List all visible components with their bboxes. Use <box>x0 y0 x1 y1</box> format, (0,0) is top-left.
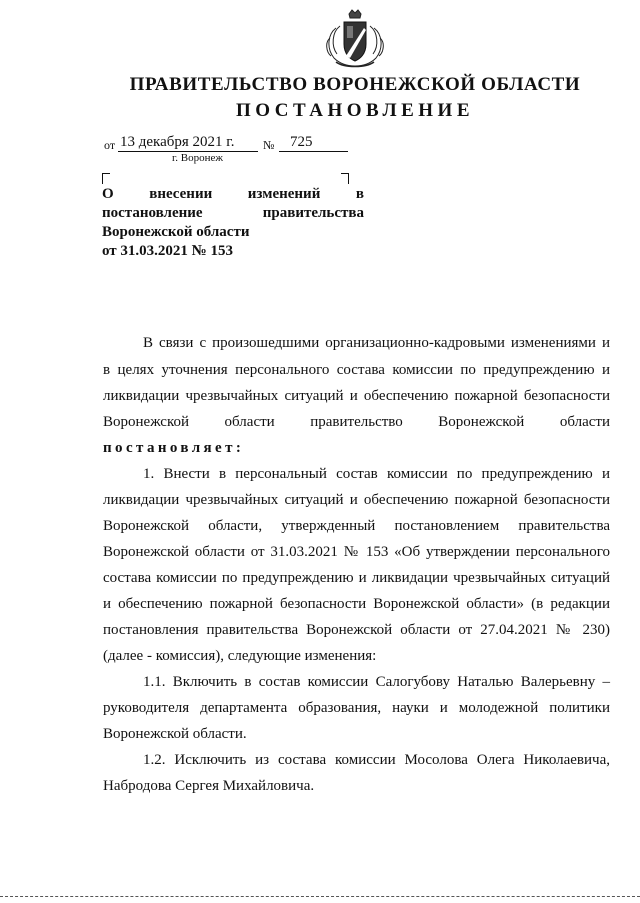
body-line: постановления правительства Воронежской области от 27.04.2021 № 230) <box>103 622 610 638</box>
body-line: состава комиссии по предупреждению и ликвидации чрезвычайных ситуаций <box>103 570 610 586</box>
body-line: (далее - комиссия), следующие изменения: <box>103 648 377 664</box>
subject-corner-mark-right <box>341 173 349 184</box>
from-label: от <box>104 138 116 152</box>
body-line: в целях уточнения персонального состава комиссии по предупреждению и <box>103 362 610 378</box>
body-line: Воронежской области, утвержденный постановлением правительства <box>103 518 610 534</box>
body-line: 1.1. Включить в состав комиссии Салогубову Наталью Валерьевну – <box>143 674 610 690</box>
body-line: ликвидации чрезвычайных ситуаций и обеспечению пожарной безопасности <box>103 388 610 404</box>
subject-line: постановление правительства <box>102 205 364 221</box>
government-title: ПРАВИТЕЛЬСТВО ВОРОНЕЖСКОЙ ОБЛАСТИ <box>129 74 581 95</box>
body-line: Воронежской области от 31.03.2021 № 153 «Об утверждении персонального <box>103 544 610 560</box>
subject-line: Воронежской области <box>102 224 250 240</box>
body-line: 1. Внести в персональный состав комиссии по предупреждению и <box>143 466 610 482</box>
body-line: ликвидации чрезвычайных ситуаций и обеспечению пожарной безопасности <box>103 492 610 508</box>
document-type-title: ПОСТАНОВЛЕНИЕ <box>235 100 475 121</box>
coat-of-arms-emblem <box>322 8 388 70</box>
document-number: 725 <box>290 134 313 150</box>
body-line: Набродова Сергея Михайловича. <box>103 778 315 794</box>
subject-line: О внесении изменений в <box>102 186 364 202</box>
body-line-postanovlyaet: постановляет: <box>103 440 245 456</box>
subject-line: от 31.03.2021 № 153 <box>102 243 233 259</box>
subject-corner-mark-left <box>102 173 110 184</box>
body-line: В связи с произошедшими организационно-кадровыми изменениями и <box>143 335 610 351</box>
body-line: Воронежской области. <box>103 726 247 742</box>
body-line: и обеспечению пожарной безопасности Воронежской области» (в редакции <box>103 596 610 612</box>
number-underline <box>279 150 348 152</box>
document-date: 13 декабря 2021 г. <box>120 134 235 150</box>
body-line: 1.2. Исключить из состава комиссии Мосолова Олега Николаевича, <box>143 752 610 768</box>
page-bottom-rule <box>0 896 640 897</box>
number-label: № <box>263 138 275 152</box>
body-line: Воронежской области правительство Воронежской области <box>103 414 610 430</box>
city-label: г. Воронеж <box>172 152 223 164</box>
body-line: руководителя департамента образования, науки и молодежной политики <box>103 700 610 716</box>
